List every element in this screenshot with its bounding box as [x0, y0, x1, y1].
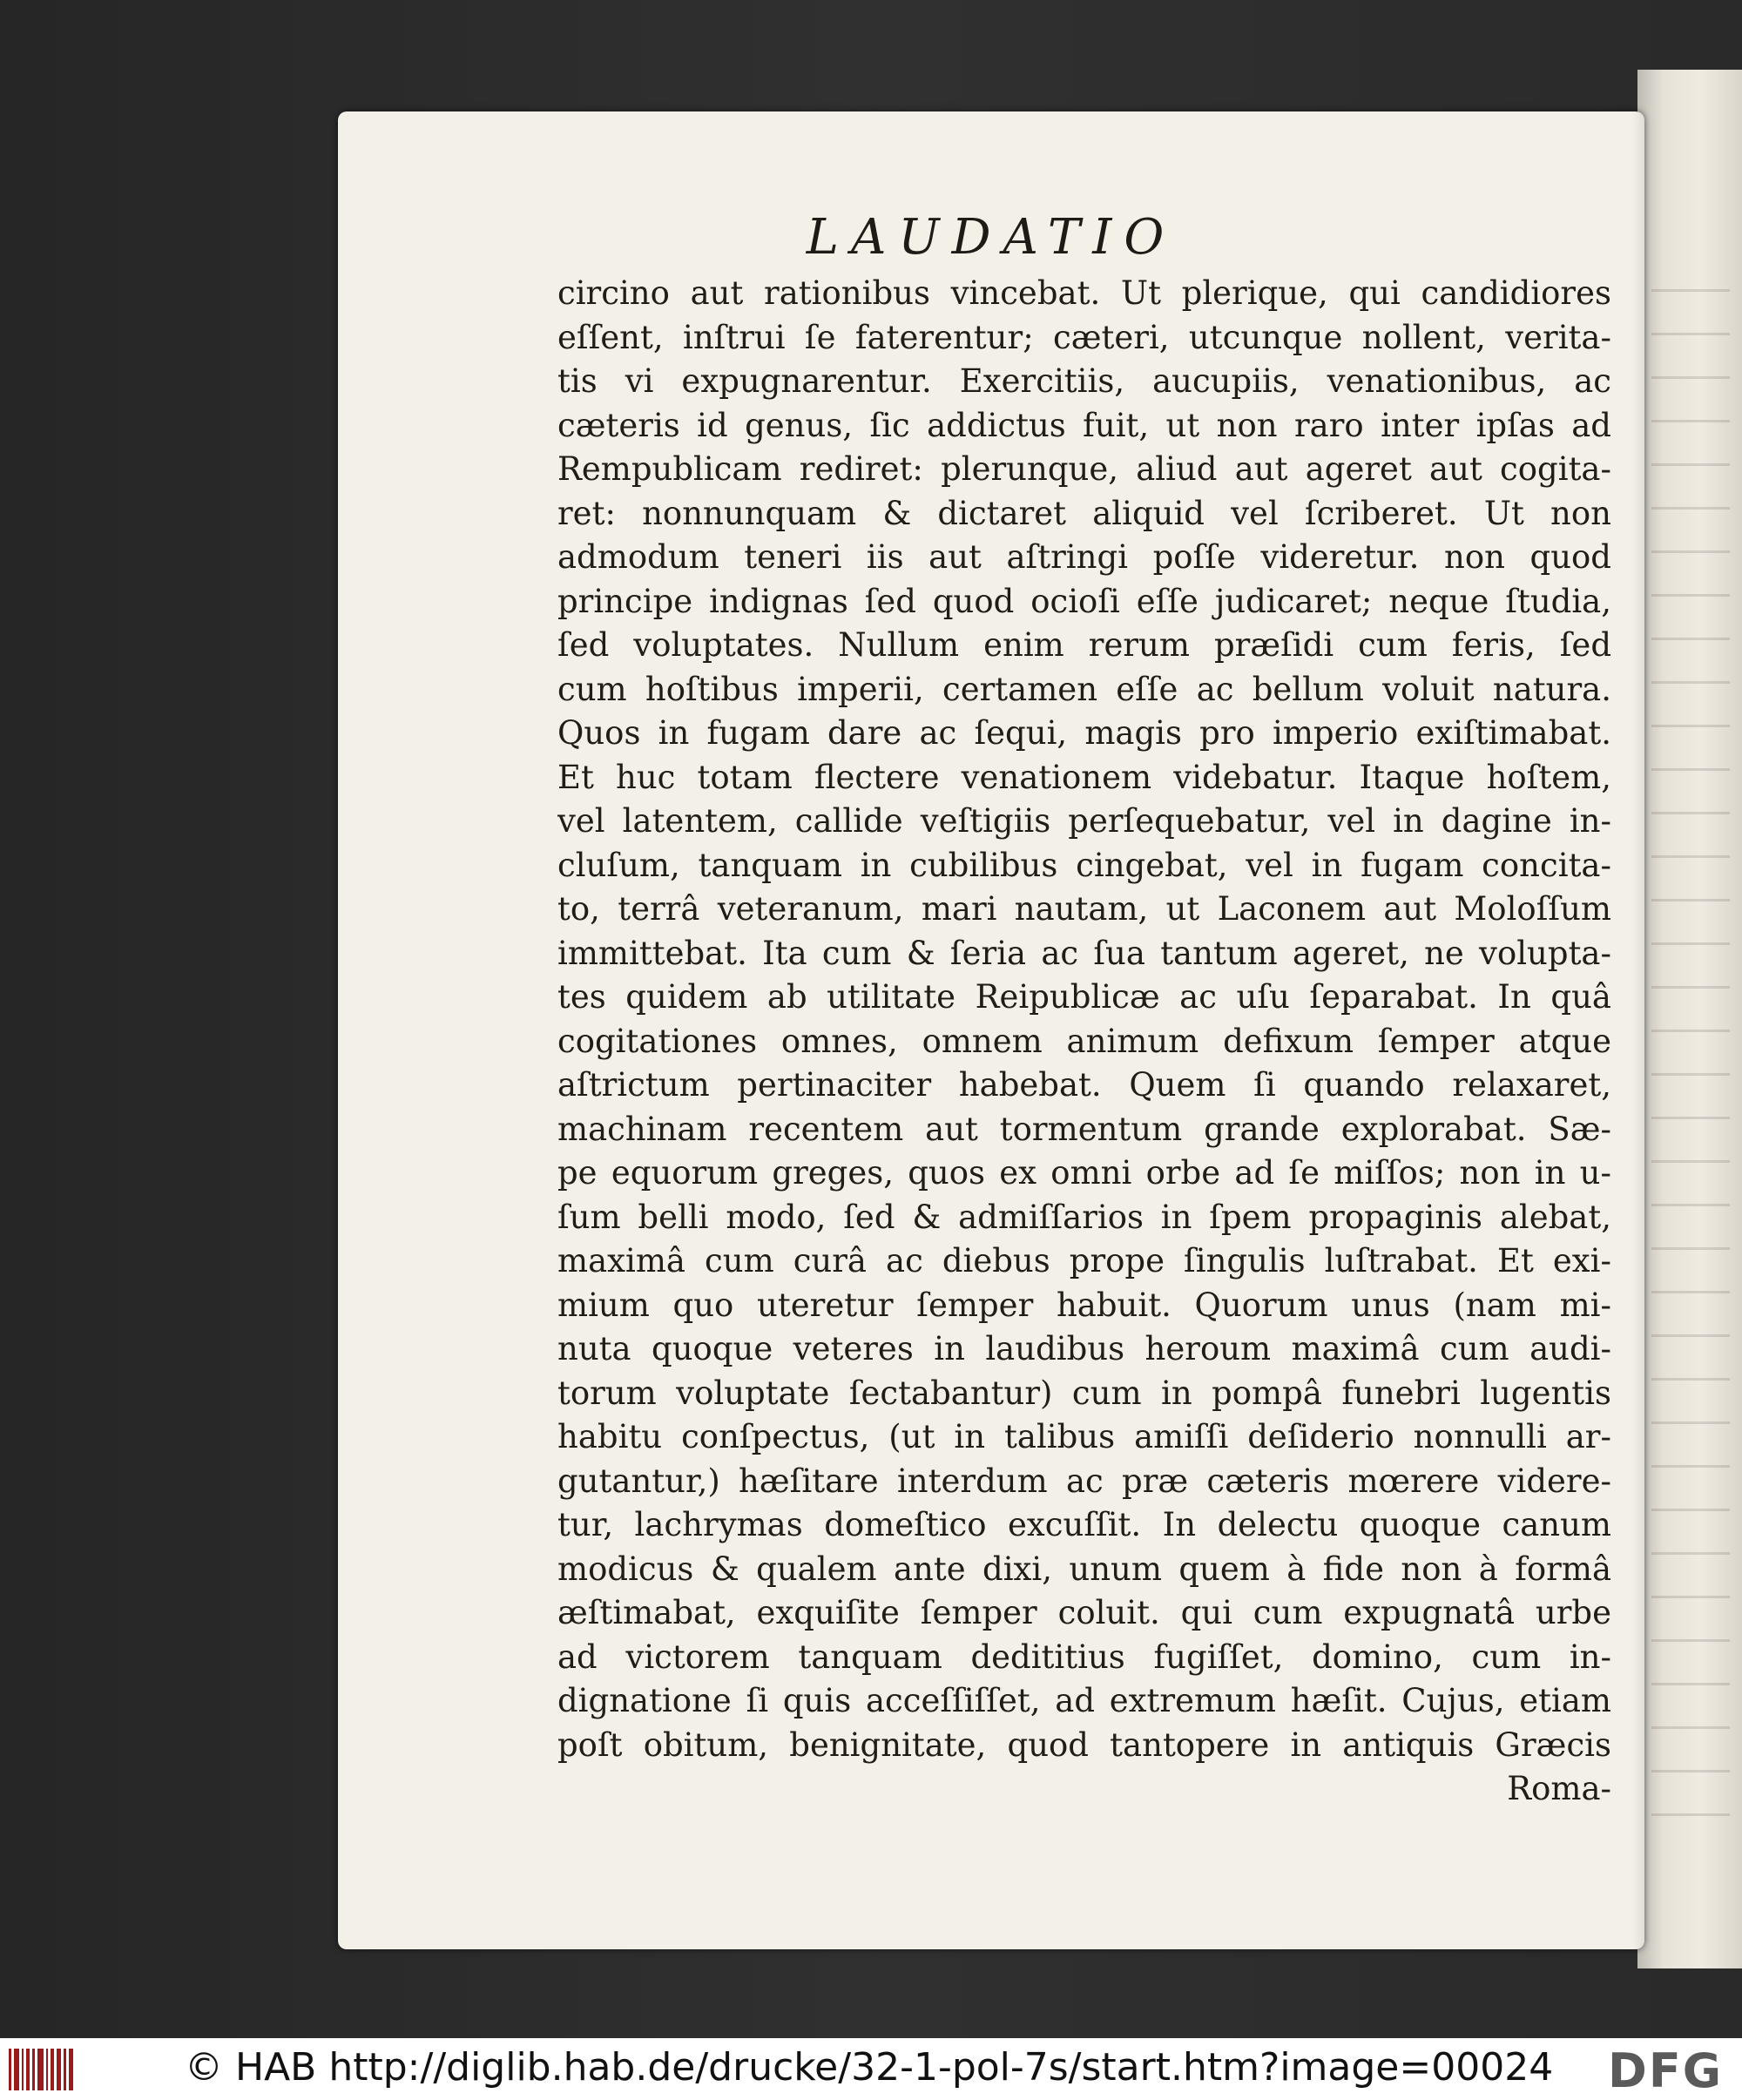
text-line: circino aut rationibus vincebat. Ut plerique, qui candidiores: [557, 274, 1611, 312]
page-edge-shadow: [1632, 111, 1644, 1949]
text-line: cæteris id genus, ſic addictus fuit, ut non raro inter ipſas ad: [557, 406, 1611, 444]
text-line: admodum teneri iis aut aſtringi poſſe videretur. non quod: [557, 538, 1611, 576]
text-line: cogitationes omnes, omnem animum defixum ſemper atque: [557, 1022, 1611, 1060]
text-line: cluſum, tanquam in cubilibus cingebat, vel in fugam concita-: [557, 846, 1611, 884]
page-body-text: [557, 272, 1611, 1812]
text-line: poſt obitum, benignitate, quod tantopere in antiquis Græcis: [557, 1725, 1611, 1764]
text-line: tis vi expugnarentur. Exercitiis, aucupiis, venationibus, ac: [557, 362, 1611, 400]
text-line: eſſent, inſtrui ſe faterentur; cæteri, utcunque nollent, verita-: [557, 318, 1611, 356]
text-line: gutantur,) hæſitare interdum ac præ cæteris mœrere videre-: [557, 1462, 1611, 1500]
text-line: Et huc totam flectere venationem videbatur. Itaque hoſtem,: [557, 758, 1611, 796]
text-line: habitu conſpectus, (ut in talibus amiſſi deſiderio nonnulli ar-: [557, 1418, 1611, 1455]
text-line: ad victorem tanquam dedititius fugiſſet, domino, cum in-: [557, 1637, 1611, 1676]
barcode-icon: [9, 2049, 73, 2090]
text-line: dignatione ſi quis acceſſiſſet, ad extremum hæſit. Cujus, etiam: [557, 1682, 1611, 1719]
text-line: principe indignas ſed quod ocioſi eſſe judicaret; neque ſtudia,: [557, 582, 1611, 620]
text-line: maximâ cum curâ ac diebus prope ſingulis luſtrabat. Et exi-: [557, 1242, 1611, 1280]
book-page: [338, 111, 1644, 1949]
text-line: immittebat. Ita cum & ſeria ac ſua tantum ageret, ne volupta-: [557, 934, 1611, 972]
copyright-url[interactable]: © HAB http://diglib.hab.de/drucke/32-1-pol-7s/start.htm?image=00024: [185, 2045, 1554, 2090]
text-line: ſum belli modo, ſed & admiſſarios in ſpem propaginis alebat,: [557, 1198, 1611, 1236]
text-line: to, terrâ veteranum, mari nautam, ut Laconem aut Moloſſum: [557, 890, 1611, 928]
text-line: ret: nonnunquam & dictaret aliquid vel ſcriberet. Ut non: [557, 494, 1611, 532]
footer-bar: [0, 2038, 1742, 2100]
text-line: torum voluptate ſectabantur) cum in pompâ funebri lugentis: [557, 1374, 1611, 1412]
dfg-logo: DFG: [1608, 2043, 1724, 2098]
text-line: tur, lachrymas domeſtico excuſſit. In delectu quoque canum: [557, 1506, 1611, 1543]
text-line: pe equorum greges, quos ex omni orbe ad ſe miſſos; non in u-: [557, 1154, 1611, 1192]
text-line: aſtrictum pertinaciter habebat. Quem ſi quando relaxaret,: [557, 1066, 1611, 1104]
text-line: nuta quoque veteres in laudibus heroum maximâ cum audi-: [557, 1330, 1611, 1367]
text-line: vel latentem, callide veſtigiis perſequebatur, vel in dagine in-: [557, 802, 1611, 840]
text-line: ſed voluptates. Nullum enim rerum præſidi cum feris, ſed: [557, 626, 1611, 664]
text-line: Quos in fugam dare ac ſequi, magis pro imperio exiſtimabat.: [557, 714, 1611, 752]
text-line: cum hoſtibus imperii, certamen eſſe ac bellum voluit natura.: [557, 670, 1611, 708]
text-line: modicus & qualem ante dixi, unum quem à fide non à formâ: [557, 1550, 1611, 1588]
text-line: æſtimabat, exquiſite ſemper coluit. qui cum expugnatâ urbe: [557, 1594, 1611, 1631]
running-head: LAUDATIO: [806, 209, 1177, 266]
text-line: tes quidem ab utilitate Reipublicæ ac uſu ſeparabat. In quâ: [557, 978, 1611, 1016]
text-line: mium quo uteretur ſemper habuit. Quorum unus (nam mi-: [557, 1286, 1611, 1324]
text-line: Rempublicam rediret: plerunque, aliud aut ageret aut cogita-: [557, 450, 1611, 488]
catchword: Roma-: [1507, 1770, 1611, 1807]
text-line: machinam recentem aut tormentum grande explorabat. Sæ-: [557, 1110, 1611, 1148]
adjacent-page-edge: [1637, 70, 1742, 1968]
